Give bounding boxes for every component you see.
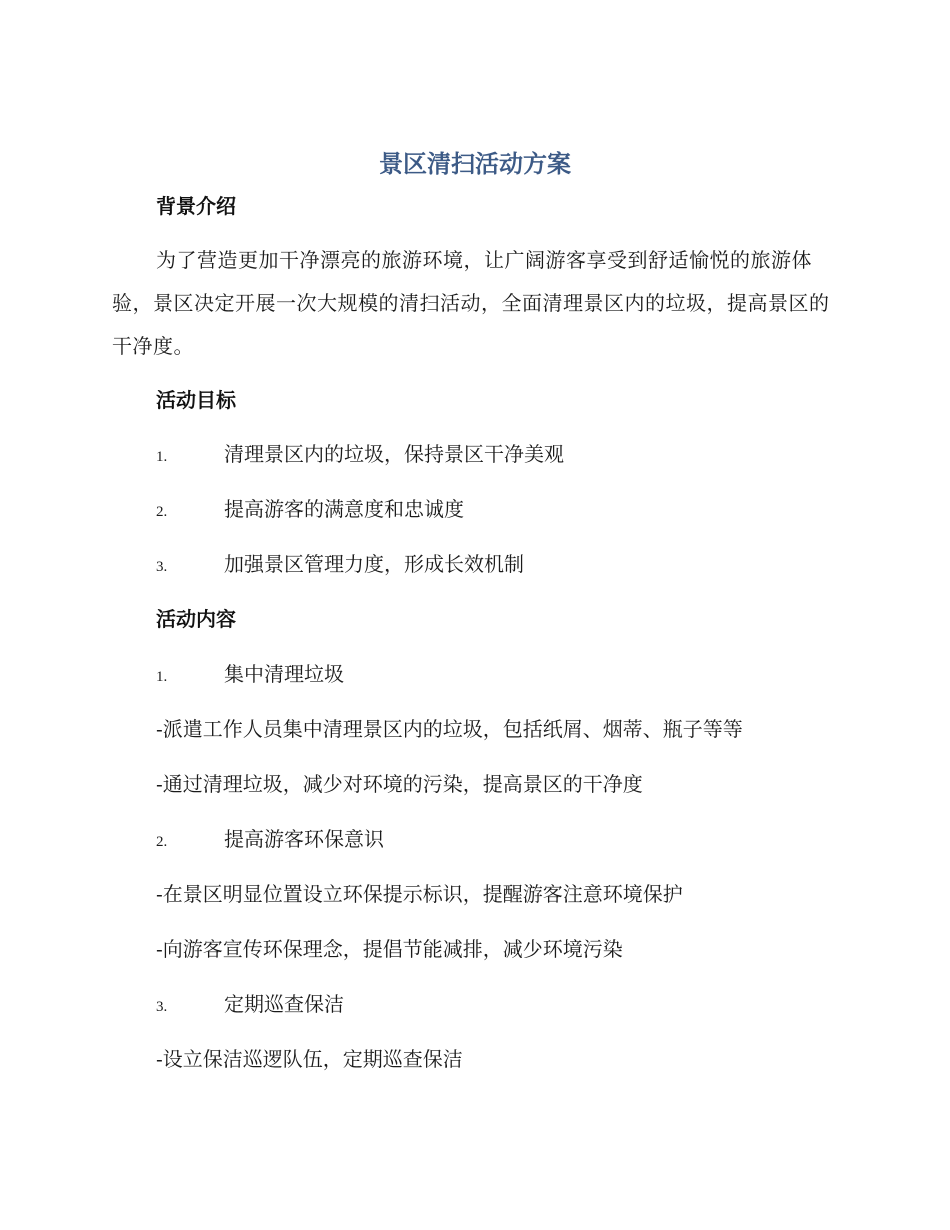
heading-goals: 活动目标 [156,388,236,412]
content-detail: -在景区明显位置设立环保提示标识，提醒游客注意环境保护 [156,882,683,906]
goal-item [156,494,464,527]
goal-item-number: 3. [156,559,168,575]
content-detail: -通过清理垃圾，减少对环境的污染，提高景区的干净度 [156,772,643,796]
goal-item [156,439,564,472]
content-item-number: 2. [156,834,168,850]
content-item-number: 1. [156,669,168,685]
heading-background: 背景介绍 [156,194,236,218]
content-item [156,989,344,1022]
content-item [156,659,344,692]
content-detail: -设立保洁巡逻队伍，定期巡查保洁 [156,1047,463,1071]
goal-item [156,549,524,582]
goal-item-number: 2. [156,504,168,520]
document-title: 景区清扫活动方案 [379,150,571,178]
content-item-text: 提高游客环保意识 [224,827,384,851]
background-paragraph: 为了营造更加干净漂亮的旅游环境，让广阔游客享受到舒适愉悦的旅游体验，景区决定开展一次大规模的清扫活动，全面清理景区内的垃圾，提高景区的干净度。 [112,248,830,358]
content-detail: -向游客宣传环保理念，提倡节能减排，减少环境污染 [156,937,623,961]
content-item [156,824,384,857]
goal-item-text: 清理景区内的垃圾，保持景区干净美观 [224,442,564,466]
content-detail: -派遣工作人员集中清理景区内的垃圾，包括纸屑、烟蒂、瓶子等等 [156,717,743,741]
goal-item-text: 提高游客的满意度和忠诚度 [224,497,464,521]
content-item-number: 3. [156,999,168,1015]
goal-item-number: 1. [156,449,168,465]
content-item-text: 定期巡查保洁 [224,992,344,1016]
content-item-text: 集中清理垃圾 [224,662,344,686]
goal-item-text: 加强景区管理力度，形成长效机制 [224,552,524,576]
heading-content: 活动内容 [156,607,236,631]
